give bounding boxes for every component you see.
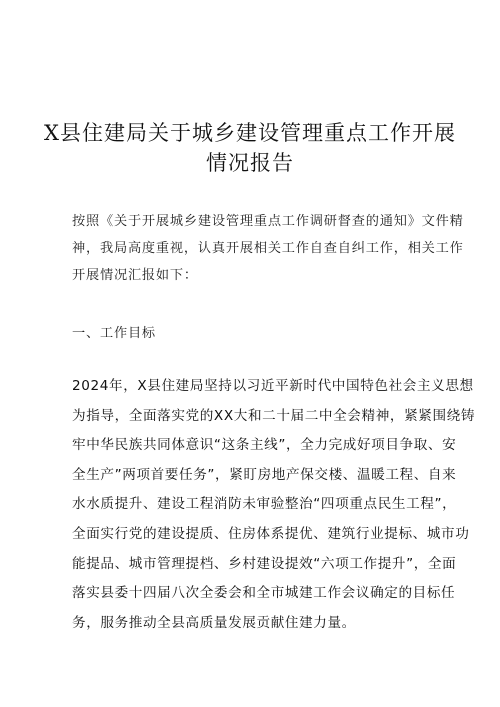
goals-line: 全生产”两项首要任务”，紧盯房地产保交楼、温暖工程、自来 [72, 466, 457, 483]
goals-paragraph [72, 372, 476, 638]
goals-line: 能提品、城市管理提档、乡村建设提效“六项工作提升”，全面 [72, 555, 457, 572]
section-heading-goals: 一、工作目标 [72, 326, 156, 341]
document-title-line-2: 情况报告 [206, 151, 294, 175]
intro-line: 神，我局高度重视，认真开展相关工作自查自纠工作，相关工作 [72, 241, 464, 256]
intro-line: 按照《关于开展城乡建设管理重点工作调研督查的通知》文件精 [72, 214, 464, 229]
goals-line: 落实县委十四届八次全委会和全市城建工作会议确定的目标任 [72, 585, 456, 602]
goals-line: 为指导，全面落实党的XX大和二十届二中全会精神，紧紧围绕铸 [72, 407, 476, 424]
goals-line: 全面实行党的建设提质、住房体系提优、建筑行业提标、城市功 [72, 525, 470, 542]
intro-paragraph [72, 208, 464, 289]
intro-line: 开展情况汇报如下： [72, 268, 198, 283]
goals-line: 2024年，X县住建局坚持以习近平新时代中国特色社会主义思想 [72, 378, 474, 394]
goals-line: 水水质提升、建设工程消防未审验整治“四项重点民生工程”， [72, 496, 457, 513]
goals-line: 牢中华民族共同体意识“这条主线”，全力完成好项目争取、安 [72, 437, 457, 454]
goals-line: 务，服务推动全县高质量发展贡献住建力量。 [72, 614, 356, 631]
document-title-line-1: X县住建局关于城乡建设管理重点工作开展 [44, 121, 456, 145]
